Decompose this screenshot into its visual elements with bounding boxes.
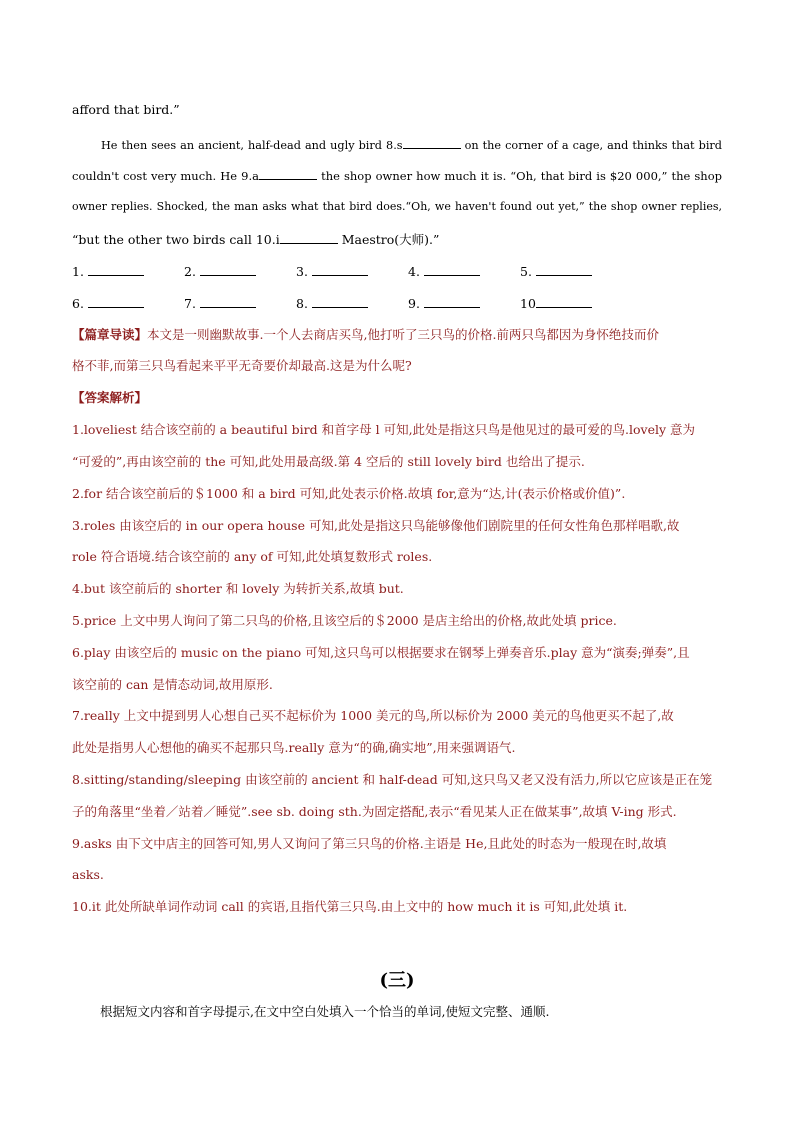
answer-item bbox=[72, 295, 144, 312]
analysis-line: asks. bbox=[72, 867, 104, 882]
analysis-line: 9.asks 由下文中店主的回答可知,男人又询问了第三只鸟的价格.主语是 He,且此处的时态为一般现在时,故填 bbox=[72, 836, 667, 851]
passage-line-4 bbox=[72, 199, 722, 215]
answer-item bbox=[184, 295, 256, 312]
section-instruction: 根据短文内容和首字母提示,在文中空白处填入一个恰当的单词,使短文完整、通顺. bbox=[100, 1004, 550, 1019]
answer-blank[interactable] bbox=[312, 263, 368, 276]
answer-blank[interactable] bbox=[424, 263, 480, 276]
fill-blank-9[interactable] bbox=[259, 167, 317, 180]
answer-number: 7. bbox=[184, 296, 196, 311]
analysis-line: 此处是指男人心想他的确买不起那只鸟.really 意为“的确,确实地”,用来强调语气. bbox=[72, 740, 516, 755]
analysis-line: 5.price 上文中男人询问了第二只鸟的价格,且该空后的＄2000 是店主给出的价格,故此处填 price. bbox=[72, 613, 617, 628]
answer-number: 4. bbox=[408, 264, 420, 279]
answer-item bbox=[408, 295, 480, 312]
answer-number: 3. bbox=[296, 264, 308, 279]
analysis-line: 2.for 结合该空前后的＄1000 和 a bird 可知,此处表示价格.故填 for,意为“达,计(表示价格或价值)”. bbox=[72, 486, 626, 501]
passage-text: couldn't cost very much. He 9.a bbox=[72, 169, 259, 183]
analysis-line: 3.roles 由该空后的 in our opera house 可知,此处是指这只鸟能够像他们剧院里的任何女性角色那样唱歌,故 bbox=[72, 518, 680, 533]
answer-blank[interactable] bbox=[200, 263, 256, 276]
answer-number: 2. bbox=[184, 264, 196, 279]
answer-item bbox=[296, 295, 368, 312]
answer-item bbox=[72, 263, 144, 280]
passage-text: He then sees an ancient, half-dead and ugly bird 8.s bbox=[101, 139, 403, 152]
analysis-heading-text: 【答案解析】 bbox=[72, 390, 148, 405]
analysis-line: 1.loveliest 结合该空前的 a beautiful bird 和首字母 l 可知,此处是指这只鸟是他见过的最可爱的鸟.lovely 意为 bbox=[72, 422, 696, 437]
analysis-line: 6.play 由该空后的 music on the piano 可知,这只鸟可以根据要求在钢琴上弹奏音乐.play 意为“演奏;弹奏”,且 bbox=[72, 645, 690, 660]
analysis-line: 4.but 该空前后的 shorter 和 lovely 为转折关系,故填 but. bbox=[72, 581, 404, 596]
analysis-line: 8.sitting/standing/sleeping 由该空前的 ancient 和 half-dead 可知,这只鸟又老又没有活力,所以它应该是正在笼 bbox=[72, 772, 713, 787]
analysis-line: 10.it 此处所缺单词作动词 call 的宾语,且指代第三只鸟.由上文中的 how much it is 可知,此处填 it. bbox=[72, 899, 628, 914]
section-title: (三) bbox=[379, 970, 415, 991]
answer-item bbox=[296, 263, 368, 280]
passage-text: Maestro(大师).” bbox=[337, 232, 440, 247]
answer-blank[interactable] bbox=[88, 295, 144, 308]
passage-text: afford that bird.” bbox=[72, 102, 180, 117]
analysis-line: 该空前的 can 是情态动词,故用原形. bbox=[72, 677, 273, 692]
answer-blank[interactable] bbox=[200, 295, 256, 308]
analysis-line: “可爱的”,再由该空前的 the 可知,此处用最高级.第 4 空后的 still lovely bird 也给出了提示. bbox=[72, 454, 585, 469]
answer-number: 1. bbox=[72, 264, 84, 279]
passage-line-2 bbox=[101, 136, 722, 154]
answer-number: 9. bbox=[408, 296, 420, 311]
guide-line-2 bbox=[72, 358, 722, 374]
answer-item bbox=[184, 263, 256, 280]
passage-text: the shop owner how much it is. “Oh, that bird is $20 000,” the shop bbox=[317, 169, 722, 183]
guide-line-1 bbox=[72, 327, 722, 343]
answer-number: 8. bbox=[296, 296, 308, 311]
analysis-line: 子的角落里“坐着／站着／睡觉”.see sb. doing sth.为固定搭配,表示“看见某人正在做某事”,故填 V-ing 形式. bbox=[72, 804, 677, 819]
guide-heading: 【篇章导读】 bbox=[72, 327, 148, 342]
guide-text: 格不菲,而第三只鸟看起来平平无奇要价却最高.这是为什么呢? bbox=[72, 358, 412, 373]
fill-blank-8[interactable] bbox=[403, 136, 461, 149]
answer-blank[interactable] bbox=[536, 263, 592, 276]
answer-number: 5. bbox=[520, 264, 532, 279]
passage-line-1 bbox=[72, 102, 722, 118]
passage-line-5 bbox=[72, 231, 722, 248]
passage-text: on the corner of a cage, and thinks that bird bbox=[460, 139, 722, 152]
analysis-heading bbox=[72, 390, 722, 406]
answer-item bbox=[520, 263, 592, 280]
answer-item bbox=[408, 263, 480, 280]
answer-blank[interactable] bbox=[536, 295, 592, 308]
analysis-line: role 符合语境.结合该空前的 any of 可知,此处填复数形式 roles. bbox=[72, 549, 433, 564]
fill-blank-10[interactable] bbox=[280, 231, 338, 244]
answer-number: 10 bbox=[520, 296, 536, 311]
passage-line-3 bbox=[72, 167, 722, 184]
passage-text: owner replies. Shocked, the man asks what that bird does.“Oh, we haven't found out yet,” the shop owner replies, bbox=[72, 200, 722, 213]
passage-text: “but the other two birds call 10.i bbox=[72, 232, 280, 247]
answer-number: 6. bbox=[72, 296, 84, 311]
answer-blank[interactable] bbox=[312, 295, 368, 308]
answer-blank[interactable] bbox=[88, 263, 144, 276]
analysis-line: 7.really 上文中提到男人心想自己买不起标价为 1000 美元的鸟,所以标价为 2000 美元的鸟他更买不起了,故 bbox=[72, 708, 674, 723]
guide-text: 本文是一则幽默故事.一个人去商店买鸟,他打听了三只鸟的价格.前两只鸟都因为身怀绝技而价 bbox=[147, 327, 659, 342]
answer-blank[interactable] bbox=[424, 295, 480, 308]
answer-item bbox=[520, 295, 592, 312]
